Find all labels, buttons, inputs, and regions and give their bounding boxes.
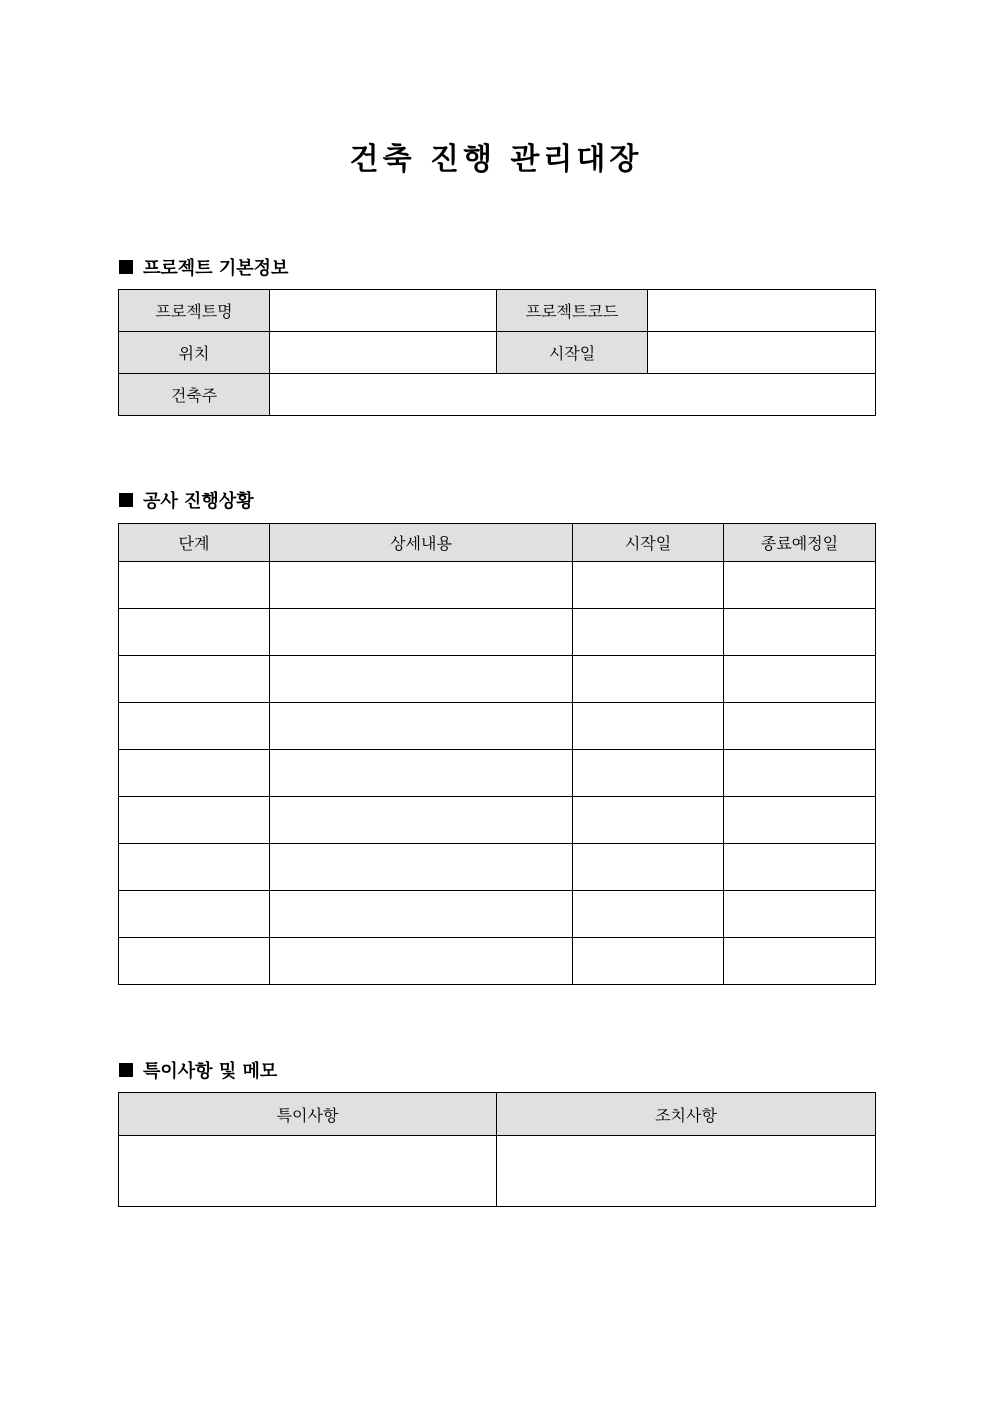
page-title: 건축 진행 관리대장 xyxy=(349,142,643,177)
start-date-cell[interactable] xyxy=(573,562,724,609)
label-project-name: 프로젝트명 xyxy=(119,290,270,332)
actions-cell[interactable] xyxy=(497,1136,876,1207)
location-field[interactable] xyxy=(270,332,497,374)
start-date-cell[interactable] xyxy=(573,938,724,985)
basic-info-table xyxy=(118,289,876,416)
label-project-code: 프로젝트코드 xyxy=(497,290,648,332)
stage-cell[interactable] xyxy=(119,562,270,609)
label-location: 위치 xyxy=(119,332,270,374)
details-cell[interactable] xyxy=(270,891,573,938)
start-date-cell[interactable] xyxy=(573,891,724,938)
table-row xyxy=(119,609,876,656)
column-header-special-notes: 특이사항 xyxy=(119,1093,497,1136)
square-bullet-icon xyxy=(119,1063,133,1077)
square-bullet-icon xyxy=(119,260,133,274)
end-date-cell[interactable] xyxy=(724,938,876,985)
section-heading-progress xyxy=(119,487,254,513)
progress-table xyxy=(118,523,876,985)
table-row xyxy=(119,750,876,797)
stage-cell[interactable] xyxy=(119,797,270,844)
column-header-stage: 단계 xyxy=(119,524,270,562)
table-row xyxy=(119,844,876,891)
end-date-cell[interactable] xyxy=(724,609,876,656)
square-bullet-icon xyxy=(119,493,133,507)
end-date-cell[interactable] xyxy=(724,891,876,938)
table-row xyxy=(119,374,876,416)
end-date-cell[interactable] xyxy=(724,844,876,891)
start-date-cell[interactable] xyxy=(573,703,724,750)
table-header-row xyxy=(119,1093,876,1136)
start-date-cell[interactable] xyxy=(573,844,724,891)
column-header-actions: 조치사항 xyxy=(497,1093,876,1136)
owner-field[interactable] xyxy=(270,374,876,416)
column-header-start-date: 시작일 xyxy=(573,524,724,562)
stage-cell[interactable] xyxy=(119,656,270,703)
table-row xyxy=(119,891,876,938)
label-owner: 건축주 xyxy=(119,374,270,416)
section-heading-label: 프로젝트 기본정보 xyxy=(143,258,289,279)
table-row xyxy=(119,332,876,374)
section-heading-label: 공사 진행상황 xyxy=(143,491,254,512)
section-heading-memo xyxy=(119,1057,277,1083)
table-row xyxy=(119,797,876,844)
table-header-row xyxy=(119,524,876,562)
details-cell[interactable] xyxy=(270,938,573,985)
special-notes-cell[interactable] xyxy=(119,1136,497,1207)
project-code-field[interactable] xyxy=(648,290,876,332)
end-date-cell[interactable] xyxy=(724,703,876,750)
project-name-field[interactable] xyxy=(270,290,497,332)
details-cell[interactable] xyxy=(270,750,573,797)
start-date-cell[interactable] xyxy=(573,609,724,656)
column-header-details: 상세내용 xyxy=(270,524,573,562)
section-heading-label: 특이사항 및 메모 xyxy=(143,1061,278,1082)
end-date-cell[interactable] xyxy=(724,562,876,609)
memo-table xyxy=(118,1092,876,1207)
table-row xyxy=(119,938,876,985)
start-date-cell[interactable] xyxy=(573,750,724,797)
details-cell[interactable] xyxy=(270,656,573,703)
end-date-cell[interactable] xyxy=(724,750,876,797)
table-row xyxy=(119,290,876,332)
start-date-cell[interactable] xyxy=(573,797,724,844)
stage-cell[interactable] xyxy=(119,703,270,750)
stage-cell[interactable] xyxy=(119,844,270,891)
start-date-cell[interactable] xyxy=(573,656,724,703)
label-start-date: 시작일 xyxy=(497,332,648,374)
details-cell[interactable] xyxy=(270,844,573,891)
table-row xyxy=(119,562,876,609)
column-header-end-date: 종료예정일 xyxy=(724,524,876,562)
details-cell[interactable] xyxy=(270,703,573,750)
start-date-field[interactable] xyxy=(648,332,876,374)
details-cell[interactable] xyxy=(270,562,573,609)
details-cell[interactable] xyxy=(270,609,573,656)
table-row xyxy=(119,656,876,703)
table-row xyxy=(119,703,876,750)
details-cell[interactable] xyxy=(270,797,573,844)
table-row xyxy=(119,1136,876,1207)
stage-cell[interactable] xyxy=(119,938,270,985)
end-date-cell[interactable] xyxy=(724,797,876,844)
stage-cell[interactable] xyxy=(119,609,270,656)
stage-cell[interactable] xyxy=(119,891,270,938)
stage-cell[interactable] xyxy=(119,750,270,797)
section-heading-basic-info xyxy=(119,254,288,280)
end-date-cell[interactable] xyxy=(724,656,876,703)
